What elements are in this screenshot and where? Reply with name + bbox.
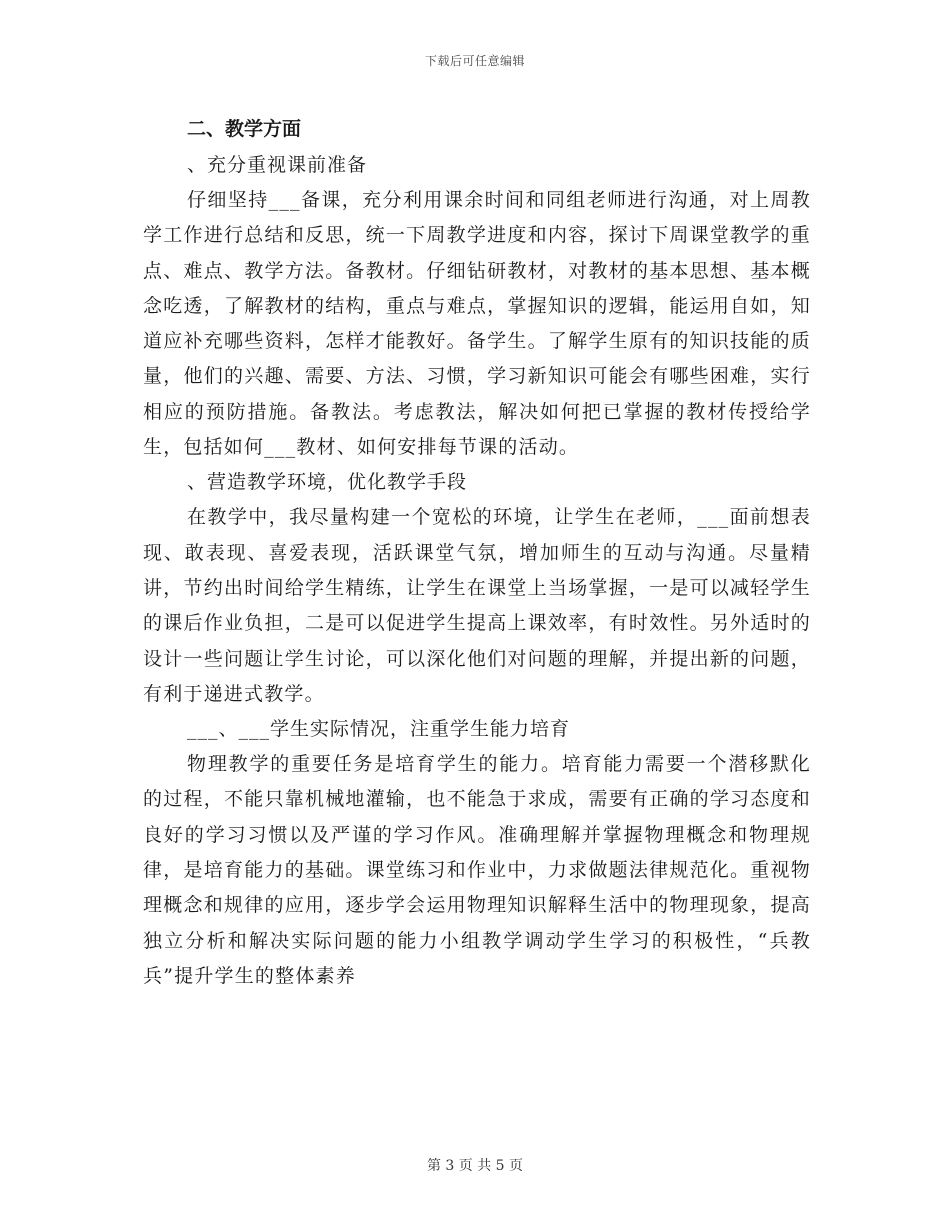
section-heading: 二、教学方面	[187, 118, 302, 140]
paragraph-preparation: 仔细坚持___备课，充分利用课余时间和同组老师进行沟通，对上周教学工作进行总结和反思，统一下周教学进度和内容，探讨下周课堂教学的重点、难点、教学方法。备教材。仔细钻研教材，对教材的基本思想、基本概念吃透，了解教材的结构，重点与难点，掌握知识的逻辑，能运用自如，知道应补充哪些资料，怎样才能教好。备学生。了解学生原有的知识技能的质量，他们的兴趣、需要、方法、习惯，学习新知识可能会有哪些困难，实行相应的预防措施。备教法。考虑教法，解决如何把已掌握的教材传授给学生，包括如何___教材、如何安排每节课的活动。	[143, 189, 811, 459]
page-header: 下载后可任意编辑	[424, 54, 525, 68]
paragraph-environment: 在教学中，我尽量构建一个宽松的环境，让学生在老师，___面前想表现、敢表现、喜爱表现，活跃课堂气氛，增加师生的互动与沟通。尽量精讲，节约出时间给学生精练，让学生在课堂上当场掌握，一是可以减轻学生的课后作业负担，二是可以促进学生提高上课效率，有时效性。另外适时的设计一些问题让学生讨论，可以深化他们对问题的理解，并提出新的问题，有利于递进式教学。	[143, 506, 811, 705]
subheading-preparation: 、充分重视课前准备	[187, 154, 368, 176]
document-body	[143, 110, 811, 994]
paragraph-ability: 物理教学的重要任务是培育学生的能力。培育能力需要一个潜移默化的过程，不能只靠机械地灌输，也不能急于求成，需要有正确的学习态度和良好的学习习惯以及严谨的学习作风。准确理解并掌握物理概念和物理规律，是培育能力的基础。课堂练习和作业中，力求做题法律规范化。重视物理概念和规律的应用，逐步学会运用物理知识解释生活中的物理现象，提高独立分析和解决实际问题的能力小组教学调动学生学习的积极性，“兵教兵”提升学生的整体素养	[143, 753, 811, 987]
subheading-environment: 、营造教学环境，优化教学手段	[187, 471, 468, 494]
page-footer: 第 3 页 共 5 页	[426, 1158, 524, 1174]
subheading-ability: ___、___学生实际情况，注重学生能力培育	[187, 718, 571, 741]
